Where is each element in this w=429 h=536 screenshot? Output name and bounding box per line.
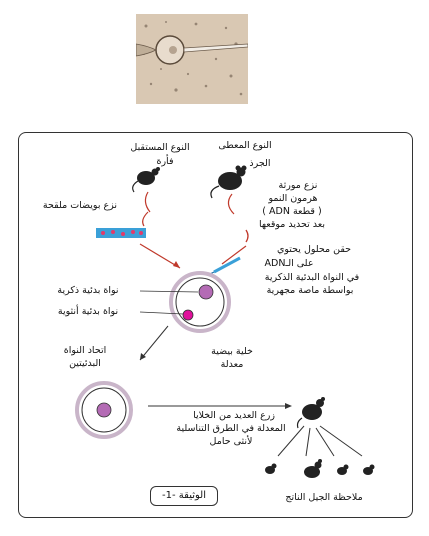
nuclei-fusion-line-2: البدئيتين bbox=[69, 358, 101, 369]
extract-gene-line-1: نزع مورثة bbox=[278, 180, 318, 191]
fused-nucleus bbox=[97, 403, 111, 417]
egg-cell bbox=[171, 273, 229, 331]
implant-line-1: زرع العديد من الخلايا bbox=[193, 410, 275, 421]
extract-gene-line-2: هرمون النمو bbox=[268, 193, 318, 204]
male-nucleus bbox=[199, 285, 213, 299]
offspring-mouse-icon bbox=[265, 464, 277, 475]
mother-rat-icon bbox=[298, 397, 326, 428]
donor-rat-icon bbox=[211, 166, 247, 199]
receiver-animal-label: فأرة bbox=[156, 156, 174, 167]
nuclei-fusion-line-1: اتحاد النواة bbox=[63, 345, 107, 356]
modified-egg-line-1: خلية بيضية bbox=[211, 346, 253, 357]
extract-eggs-label: نزع بويضات ملقحة bbox=[42, 200, 118, 211]
injection-line-4: بواسطة ماصة مجهرية bbox=[266, 285, 354, 296]
modified-egg-line-2: معدلة bbox=[220, 359, 244, 370]
observe-label: ملاحظة الجيل الناتج bbox=[285, 492, 363, 503]
female-nucleus bbox=[183, 310, 193, 320]
male-nucleus-label: نواة بدئية ذكرية bbox=[57, 285, 119, 296]
offspring-mouse-icon bbox=[363, 465, 375, 476]
offspring-mouse-icon bbox=[337, 465, 349, 476]
donor-animal-label: الجرذ bbox=[249, 158, 271, 169]
offspring-big-rat-icon bbox=[304, 459, 322, 478]
receiver-type-label: النوع المستقبل bbox=[130, 142, 190, 153]
injection-line-3: في النواة البدئية الذكرية bbox=[264, 272, 360, 283]
female-nucleus-label: نواة بدئية أنثوية bbox=[57, 306, 119, 317]
injection-line-2: على الـADN bbox=[264, 258, 314, 269]
extract-gene-line-4: بعد تحديد موقعها bbox=[258, 219, 326, 230]
injection-line-1: حقن محلول يحتوي bbox=[276, 244, 352, 255]
extract-gene-line-3: ( قطعة ADN ) bbox=[262, 206, 322, 217]
donor-type-label: النوع المعطى bbox=[218, 140, 272, 151]
implant-line-2: المعدلة في الطرق التناسلية bbox=[176, 423, 286, 434]
document-label: الوثيقة -1- bbox=[150, 486, 218, 506]
implant-line-3: لأنثى حامل bbox=[209, 436, 253, 447]
receiver-mouse-icon bbox=[133, 167, 160, 192]
